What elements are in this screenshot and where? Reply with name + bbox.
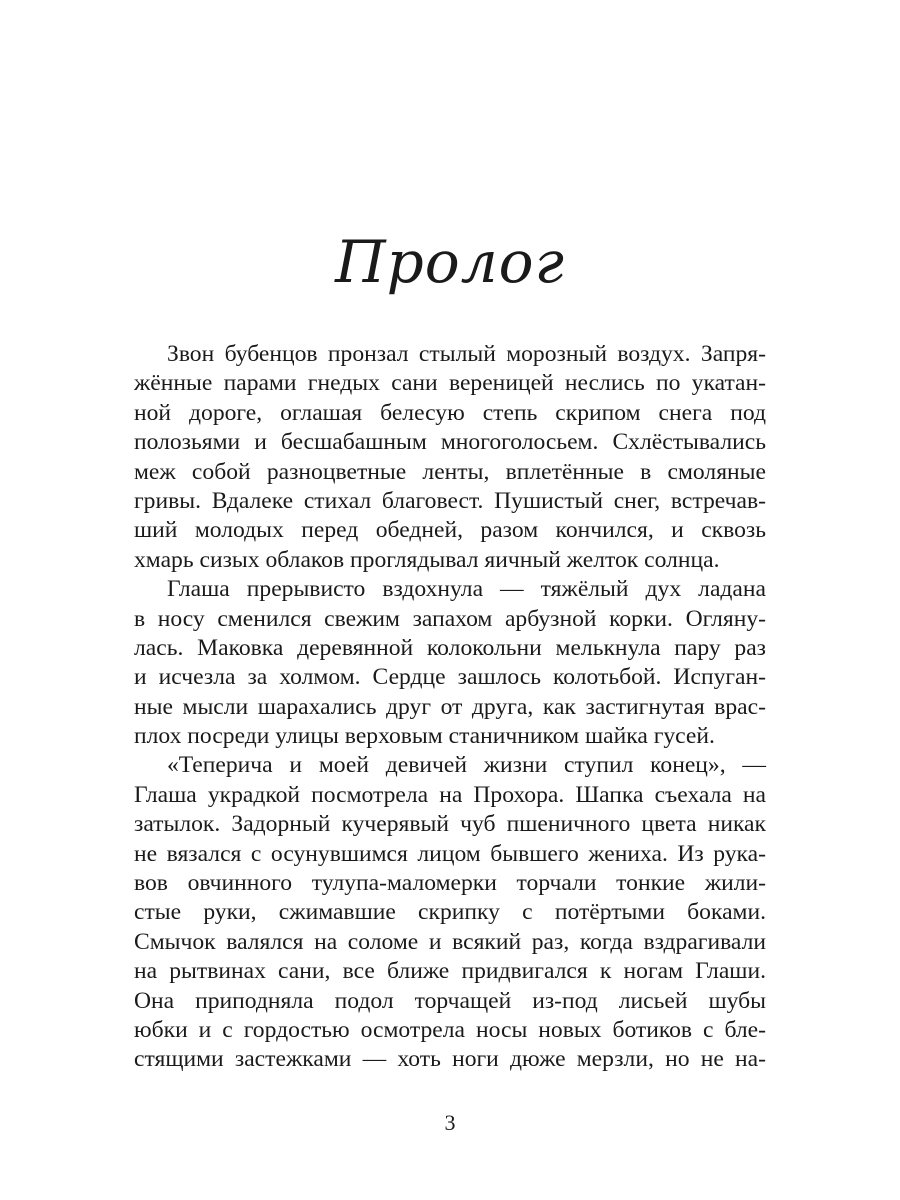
text-line: вов овчинного тулупа-маломерки торчали тонкие жили-: [134, 870, 766, 897]
text-line: полозьями и бесшабашным многоголосьем. Схлёстывались: [134, 429, 766, 456]
text-line: на рытвинах сани, все ближе придвигался к ногам Глаши.: [134, 958, 766, 985]
paragraph-2: [134, 575, 766, 751]
text-line: хмарь сизых облаков проглядывал яичный желток солнца.: [134, 546, 720, 573]
text-line: затылок. Задорный кучерявый чуб пшеничного цвета никак: [134, 811, 766, 838]
text-line: не вязался с осунувшимся лицом бывшего жениха. Из рука-: [134, 840, 766, 867]
text-line: Она приподняла подол торчащей из-под лисьей шубы: [134, 987, 766, 1014]
text-line: ший молодых перед обедней, разом кончился, и сквозь: [134, 517, 766, 544]
text-line: Звон бубенцов пронзал стылый морозный воздух. Запря-: [167, 341, 766, 367]
text-line: Смычок валялся на соломе и всякий раз, когда вздрагивали: [134, 928, 766, 955]
text-line: стящими застежками — хоть ноги дюже мерзли, но не на-: [134, 1046, 766, 1073]
text-line: и исчезла за холмом. Сердце зашлось колотьбой. Испуган-: [134, 664, 766, 691]
paragraph-1: [134, 340, 766, 575]
chapter-title: Пролог: [335, 228, 565, 296]
text-line: в носу сменился свежим запахом арбузной корки. Огляну-: [134, 605, 766, 632]
text-line: лась. Маковка деревянной колокольни мелькнула пару раз: [134, 634, 766, 661]
text-line: ной дороге, оглашая белесую степь скрипом снега под: [134, 399, 766, 426]
text-line: ные мысли шарахались друг от друга, как застигнутая врас-: [134, 693, 766, 720]
text-line: гривы. Вдалеке стихал благовест. Пушистый снег, встречав-: [134, 487, 766, 514]
text-line: плох посреди улицы верховым станичником шайка гусей.: [134, 723, 715, 750]
text-line: Глаша прерывисто вздохнула — тяжёлый дух ладана: [167, 576, 766, 603]
text-line: юбки и с гордостью осмотрела носы новых ботиков с бле-: [134, 1016, 766, 1043]
text-line: жённые парами гнедых сани вереницей неслись по укатан-: [134, 370, 766, 397]
text-line: «Теперича и моей девичей жизни ступил конец», —: [167, 752, 766, 779]
paragraph-3: [134, 751, 766, 1074]
text-line: стые руки, сжимавшие скрипку с потёртыми боками.: [134, 899, 766, 926]
body-text: [134, 340, 766, 1075]
page-number: 3: [444, 1110, 456, 1135]
text-line: меж собой разноцветные ленты, вплетённые в смоляные: [134, 458, 766, 485]
text-line: Глаша украдкой посмотрела на Прохора. Шапка съехала на: [134, 781, 766, 808]
